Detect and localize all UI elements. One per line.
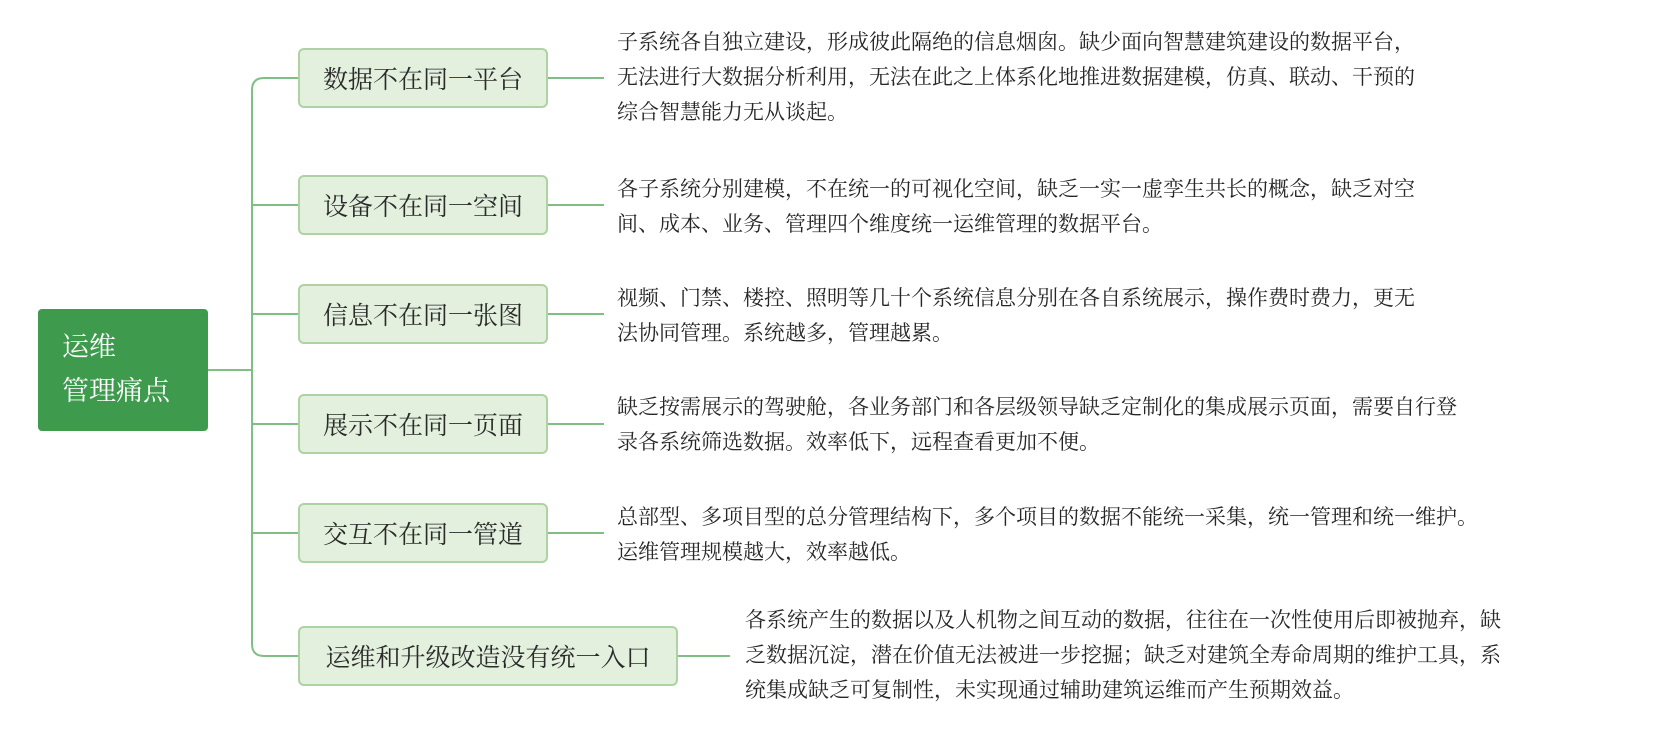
branch-node-device-space <box>298 175 548 235</box>
description-line: 法协同管理。系统越多，管理越累。 <box>617 321 953 345</box>
branch-description-unified-entry <box>745 603 1501 708</box>
root-title-line-1: 运维 <box>62 332 116 363</box>
branch-node-info-map <box>298 284 548 344</box>
description-line: 综合智慧能力无从谈起。 <box>617 100 848 124</box>
description-line: 统集成缺乏可复制性，未实现通过辅助建筑运维而产生预期效益。 <box>745 678 1354 702</box>
description-line: 视频、门禁、楼控、照明等几十个系统信息分别在各自系统展示，操作费时费力，更无 <box>617 286 1415 310</box>
branch-label: 数据不在同一平台 <box>322 65 523 94</box>
description-line: 缺乏按需展示的驾驶舱，各业务部门和各层级领导缺乏定制化的集成展示页面，需要自行登 <box>617 395 1457 419</box>
description-line: 间、成本、业务、管理四个维度统一运维管理的数据平台。 <box>617 212 1163 236</box>
branch-node-data-platform <box>298 48 548 108</box>
description-line: 总部型、多项目型的总分管理结构下，多个项目的数据不能统一采集，统一管理和统一维护。 <box>617 505 1478 529</box>
branch-description-info-map <box>617 281 1415 351</box>
branch-description-device-space <box>617 172 1415 242</box>
branch-label: 运维和升级改造没有统一入口 <box>325 643 651 672</box>
branch-description-data-platform <box>617 25 1415 130</box>
description-line: 各系统产生的数据以及人机物之间互动的数据，往往在一次性使用后即被抛弃，缺 <box>745 608 1501 632</box>
root-title-line-2: 管理痛点 <box>62 376 170 407</box>
branch-label: 信息不在同一张图 <box>322 301 523 330</box>
branch-description-display-page <box>617 390 1457 460</box>
branch-node-interaction-channel <box>298 503 548 563</box>
branch-label: 交互不在同一管道 <box>322 520 523 549</box>
branch-label: 设备不在同一空间 <box>322 192 523 221</box>
description-line: 运维管理规模越大，效率越低。 <box>617 540 911 564</box>
branch-node-display-page <box>298 394 548 454</box>
description-line: 各子系统分别建模，不在统一的可视化空间，缺乏一实一虚孪生共长的概念，缺乏对空 <box>617 177 1415 201</box>
branch-description-interaction-channel <box>617 500 1478 570</box>
description-line: 子系统各自独立建设，形成彼此隔绝的信息烟囱。缺少面向智慧建筑建设的数据平台， <box>617 30 1415 54</box>
branch-label: 展示不在同一页面 <box>322 411 523 440</box>
description-line: 无法进行大数据分析利用，无法在此之上体系化地推进数据建模，仿真、联动、干预的 <box>617 65 1415 89</box>
description-line: 乏数据沉淀，潜在价值无法被进一步挖掘；缺乏对建筑全寿命周期的维护工具，系 <box>745 643 1501 667</box>
description-line: 录各系统筛选数据。效率低下，远程查看更加不便。 <box>617 430 1100 454</box>
root-node <box>38 309 208 431</box>
branch-node-unified-entry <box>298 626 678 686</box>
